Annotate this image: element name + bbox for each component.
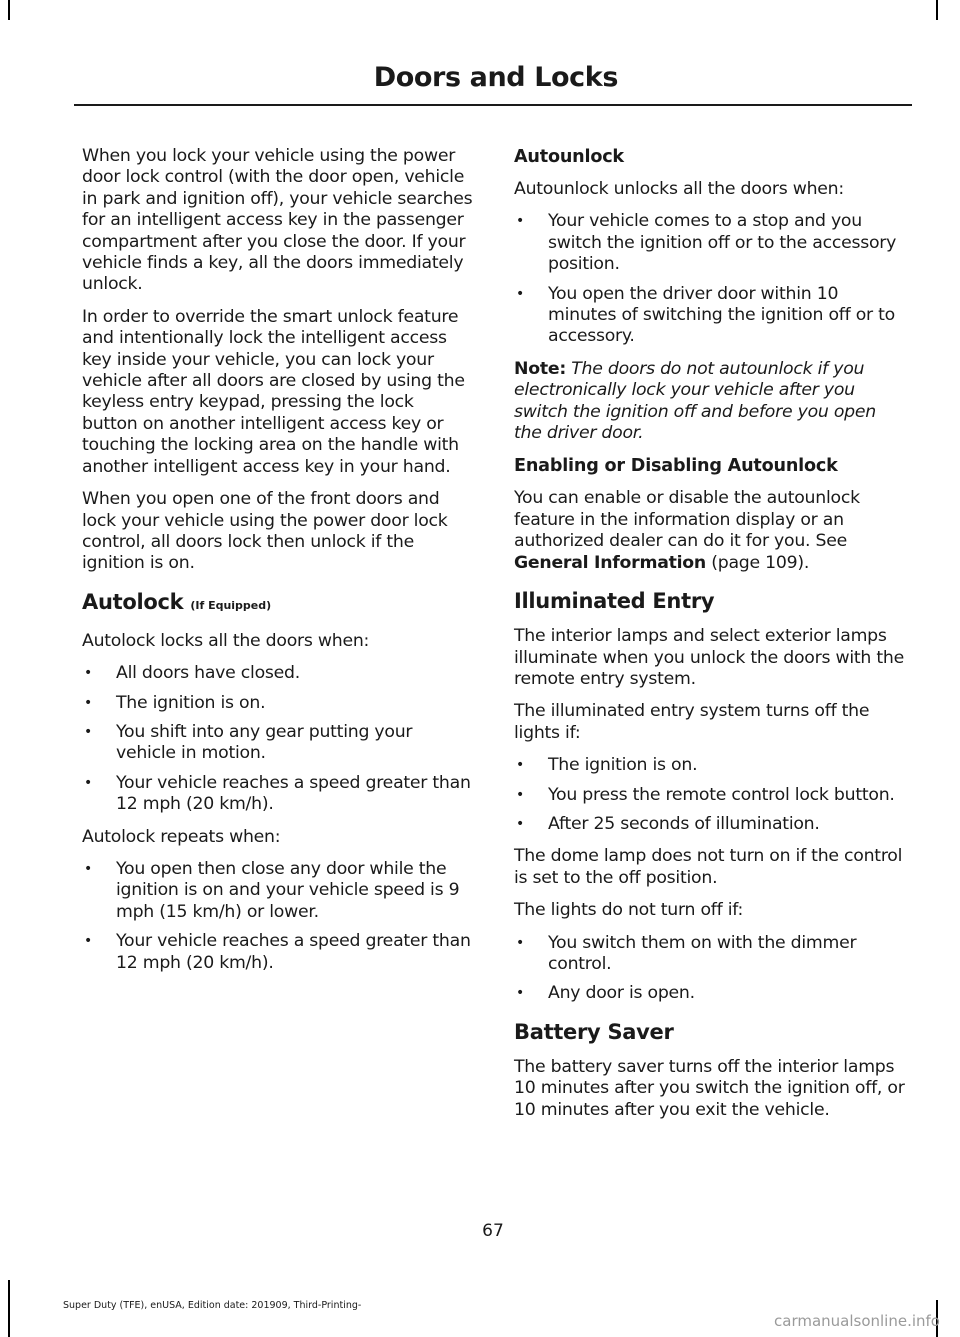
illuminated-entry-paragraph-2: The illuminated entry system turns off the lights if: (514, 701, 870, 743)
bullet-icon: • (516, 934, 525, 951)
enabling-heading: Enabling or Disabling Autounlock (514, 456, 838, 477)
watermark: carmanualsonline.info (774, 1312, 940, 1330)
crop-mark-top-right (936, 0, 938, 20)
bullet-icon: • (516, 985, 525, 1002)
battery-saver-heading: Battery Saver (514, 1019, 674, 1044)
paragraph-front-doors: When you open one of the front doors and lock your vehicle using the power door lock control, all doors lock then unlock if the ignition is on. (82, 489, 448, 574)
autolock-heading-text: Autolock (82, 589, 184, 614)
enabling-paragraph (514, 488, 906, 574)
autounlock-list (514, 211, 906, 347)
bullet-icon: • (84, 933, 93, 950)
list-item (82, 773, 474, 816)
autounlock-intro: Autounlock unlocks all the doors when: (514, 179, 844, 199)
paragraph-override: In order to override the smart unlock feature and intentionally lock the intelligent access key inside your vehicle, you can lock your vehicle after all doors are closed by using the keyless entry keypad, pressing the lock button on another intelligent access key or touching the locking area on the handle with another intelligent access key in your hand. (82, 306, 465, 477)
bullet-icon: • (84, 665, 93, 682)
list-item-text: You open then close any door while the ignition is on and your vehicle speed is 9 mph (15 km/h) or lower. (116, 858, 460, 922)
autolock-repeats-list (82, 859, 474, 974)
bullet-icon: • (516, 213, 525, 230)
list-item-text: All doors have closed. (116, 663, 301, 684)
lights-list (514, 933, 906, 1005)
header-rule (74, 104, 912, 106)
list-item-text: Your vehicle reaches a speed greater than 12 mph (20 km/h). (116, 931, 471, 973)
list-item (514, 785, 906, 806)
enabling-page-ref: (page 109). (705, 552, 810, 573)
list-item (82, 693, 474, 714)
list-item-text: Your vehicle comes to a stop and you switch the ignition off or to the accessory position. (548, 211, 897, 275)
illuminated-entry-heading: Illuminated Entry (514, 589, 715, 614)
bullet-icon: • (516, 757, 525, 774)
page-number: 67 (482, 1221, 504, 1241)
autolock-intro: Autolock locks all the doors when: (82, 630, 370, 651)
list-item-text: You press the remote control lock button. (548, 784, 895, 805)
crop-mark-top-left (8, 0, 10, 20)
bullet-icon: • (84, 774, 93, 791)
list-item (514, 983, 906, 1004)
general-information-link[interactable]: General Information (514, 552, 706, 573)
list-item-text: The ignition is on. (116, 692, 266, 713)
list-item-text: After 25 seconds of illumination. (548, 813, 820, 834)
list-item-text: Your vehicle reaches a speed greater than 12 mph (20 km/h). (116, 772, 471, 815)
list-item-text: You open the driver door within 10 minutes of switching the ignition off or to accessory. (548, 283, 895, 347)
illuminated-entry-paragraph-1: The interior lamps and select exterior lamps illuminate when you unlock the doors with the remote entry system. (514, 626, 904, 689)
autolock-qualifier: (If Equipped) (190, 598, 272, 612)
edition-footer: Super Duty (TFE), enUSA, Edition date: 201909, Third-Printing- (63, 1300, 362, 1311)
list-item (514, 933, 906, 976)
list-item (514, 211, 906, 275)
dome-lamp-paragraph: The dome lamp does not turn on if the control is set to the off position. (514, 846, 903, 888)
enabling-text: You can enable or disable the autounlock feature in the information display or an authorized dealer can do it for you. See (514, 488, 860, 552)
autolock-heading (82, 589, 474, 619)
crop-mark-bottom-left (8, 1280, 10, 1337)
bullet-icon: • (516, 786, 525, 803)
list-item (514, 284, 906, 348)
list-item-text: The ignition is on. (548, 755, 698, 776)
bullet-icon: • (84, 694, 93, 711)
bullet-icon: • (516, 285, 525, 302)
lights-intro: The lights do not turn off if: (514, 900, 744, 921)
battery-saver-paragraph: The battery saver turns off the interior lamps 10 minutes after you switch the ignition off, or 10 minutes after you exit the vehicle. (514, 1056, 905, 1120)
note-label: Note: (514, 358, 566, 379)
list-item (82, 722, 474, 765)
bullet-icon: • (84, 860, 93, 877)
list-item (82, 931, 474, 974)
autolock-repeats-intro: Autolock repeats when: (82, 826, 281, 847)
left-column (82, 146, 474, 985)
autounlock-note (514, 359, 906, 445)
note-text: The doors do not autounlock if you electronically lock your vehicle after you switch the ignition off and before you open the driver door. (514, 358, 876, 444)
list-item-text: Any door is open. (548, 983, 695, 1004)
list-item (514, 755, 906, 776)
right-column (514, 146, 906, 1132)
page-title: Doors and Locks (373, 62, 618, 93)
bullet-icon: • (84, 723, 93, 740)
list-item-text: You switch them on with the dimmer control. (548, 932, 857, 974)
list-item (514, 814, 906, 835)
bullet-icon: • (516, 815, 525, 832)
autolock-list (82, 663, 474, 815)
illuminated-entry-list (514, 755, 906, 835)
list-item (82, 663, 474, 684)
paragraph-smart-unlock: When you lock your vehicle using the power door lock control (with the door open, vehicle in park and ignition off), your vehicle searches for an intelligent access key in the passenger compartment after you close the door. If your vehicle finds a key, all the doors immediately unlock. (82, 146, 473, 295)
list-item (82, 859, 474, 923)
list-item-text: You shift into any gear putting your vehicle in motion. (116, 721, 413, 764)
autounlock-heading: Autounlock (514, 147, 624, 167)
